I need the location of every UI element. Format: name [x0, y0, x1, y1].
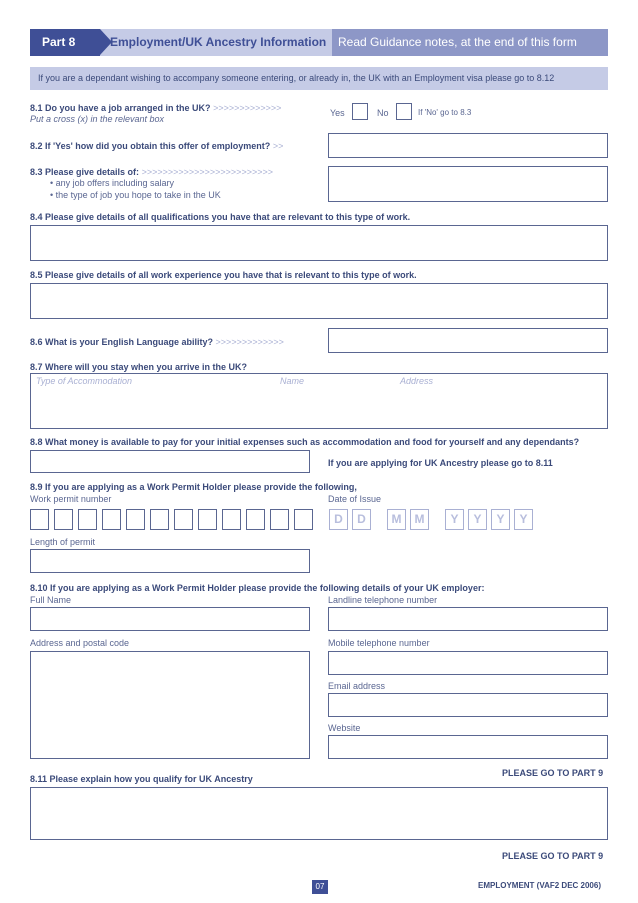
- landline-input[interactable]: [328, 607, 608, 631]
- permit-number-cell[interactable]: [174, 509, 193, 530]
- q83-bullet-salary: • any job offers including salary: [50, 178, 175, 188]
- date-of-issue-cell[interactable]: M: [410, 509, 429, 530]
- date-of-issue-cell[interactable]: Y: [445, 509, 464, 530]
- website-input[interactable]: [328, 735, 608, 759]
- website-label: Website: [328, 723, 361, 733]
- q87-label: 8.7 Where will you stay when you arrive in the UK?: [30, 362, 248, 372]
- date-of-issue-cell[interactable]: D: [329, 509, 348, 530]
- date-of-issue-cell[interactable]: Y: [491, 509, 510, 530]
- permit-number-cell[interactable]: [294, 509, 313, 530]
- full-name-label: Full Name: [30, 595, 72, 605]
- mobile-input[interactable]: [328, 651, 608, 675]
- permit-number-cell[interactable]: [102, 509, 121, 530]
- yes-checkbox[interactable]: [352, 103, 368, 120]
- q87-col-type: Type of Accommodation: [36, 376, 133, 386]
- q89-label: 8.9 If you are applying as a Work Permit Holder please provide the following,: [30, 482, 357, 492]
- q84-input[interactable]: [30, 225, 608, 261]
- part-label: Part 8: [42, 35, 76, 49]
- q83-input[interactable]: [328, 166, 608, 202]
- permit-number-label: Work permit number: [30, 494, 112, 504]
- q83-bullet-job-type: • the type of job you hope to take in the UK: [50, 190, 221, 200]
- q86-arrows: >>>>>>>>>>>>>: [215, 337, 284, 347]
- email-input[interactable]: [328, 693, 608, 717]
- q85-label: 8.5 Please give details of all work experience you have that is relevant to this type of work.: [30, 270, 417, 280]
- permit-number-cell[interactable]: [270, 509, 289, 530]
- no-label: No: [377, 108, 389, 118]
- permit-number-cell[interactable]: [30, 509, 49, 530]
- no-checkbox[interactable]: [396, 103, 412, 120]
- q81-label: 8.1 Do you have a job arranged in the UK? >>>>>>>>>>>>>: [30, 103, 282, 113]
- part-tab: [30, 29, 100, 56]
- q82-input[interactable]: [328, 133, 608, 158]
- q810-go-part9: PLEASE GO TO PART 9: [502, 768, 604, 778]
- q86-label: 8.6 What is your English Language ability? >>>>>>>>>>>>>: [30, 337, 284, 347]
- permit-number-cell[interactable]: [54, 509, 73, 530]
- form-reference: EMPLOYMENT (VAF2 DEC 2006): [478, 881, 601, 890]
- q811-input[interactable]: [30, 787, 608, 840]
- q810-label: 8.10 If you are applying as a Work Permit Holder please provide the following details of your UK employer:: [30, 583, 485, 593]
- q87-col-name: Name: [280, 376, 305, 386]
- guidance-note: Read Guidance notes, at the end of this form: [338, 35, 577, 49]
- permit-number-cell[interactable]: [198, 509, 217, 530]
- page-number: 07: [312, 880, 328, 894]
- permit-number-cell[interactable]: [246, 509, 265, 530]
- dependant-notice: If you are a dependant wishing to accompany someone entering, or already in, the UK with an Employment visa please go to 8.12: [38, 73, 555, 83]
- q86-input[interactable]: [328, 328, 608, 353]
- date-of-issue-cell[interactable]: Y: [514, 509, 533, 530]
- q82-arrows: >>: [272, 141, 284, 151]
- length-of-permit-label: Length of permit: [30, 537, 96, 547]
- date-of-issue-cell[interactable]: Y: [468, 509, 487, 530]
- if-no-note: If 'No' go to 8.3: [418, 108, 472, 117]
- q88-label: 8.8 What money is available to pay for your initial expenses such as accommodation and food for yourself and any dependants?: [30, 437, 580, 447]
- mobile-label: Mobile telephone number: [328, 638, 430, 648]
- permit-number-cell[interactable]: [222, 509, 241, 530]
- q88-ancestry-note: If you are applying for UK Ancestry please go to 8.11: [328, 458, 553, 468]
- permit-number-cell[interactable]: [78, 509, 97, 530]
- length-of-permit-input[interactable]: [30, 549, 310, 573]
- address-label: Address and postal code: [30, 638, 130, 648]
- address-input[interactable]: [30, 651, 310, 759]
- landline-label: Landline telephone number: [328, 595, 438, 605]
- q81-instruction: Put a cross (x) in the relevant box: [30, 114, 165, 124]
- q83-arrows: >>>>>>>>>>>>>>>>>>>>>>>>>: [141, 167, 273, 177]
- q87-col-address: Address: [400, 376, 434, 386]
- email-label: Email address: [328, 681, 386, 691]
- q88-input[interactable]: [30, 450, 310, 473]
- q81-arrows: >>>>>>>>>>>>>: [213, 103, 282, 113]
- yes-label: Yes: [330, 108, 345, 118]
- q83-label: 8.3 Please give details of: >>>>>>>>>>>>>>>>>>>>>>>>>: [30, 167, 273, 177]
- date-of-issue-label: Date of Issue: [328, 494, 382, 504]
- q85-input[interactable]: [30, 283, 608, 319]
- date-of-issue-cell[interactable]: D: [352, 509, 371, 530]
- permit-number-cell[interactable]: [150, 509, 169, 530]
- q84-label: 8.4 Please give details of all qualifications you have that are relevant to this type of work.: [30, 212, 411, 222]
- q82-label: 8.2 If 'Yes' how did you obtain this offer of employment? >>: [30, 141, 284, 151]
- section-title: Employment/UK Ancestry Information: [110, 35, 327, 49]
- q811-label: 8.11 Please explain how you qualify for UK Ancestry: [30, 774, 253, 784]
- date-of-issue-cell[interactable]: M: [387, 509, 406, 530]
- permit-number-cell[interactable]: [126, 509, 145, 530]
- full-name-input[interactable]: [30, 607, 310, 631]
- q811-go-part9: PLEASE GO TO PART 9: [502, 851, 604, 861]
